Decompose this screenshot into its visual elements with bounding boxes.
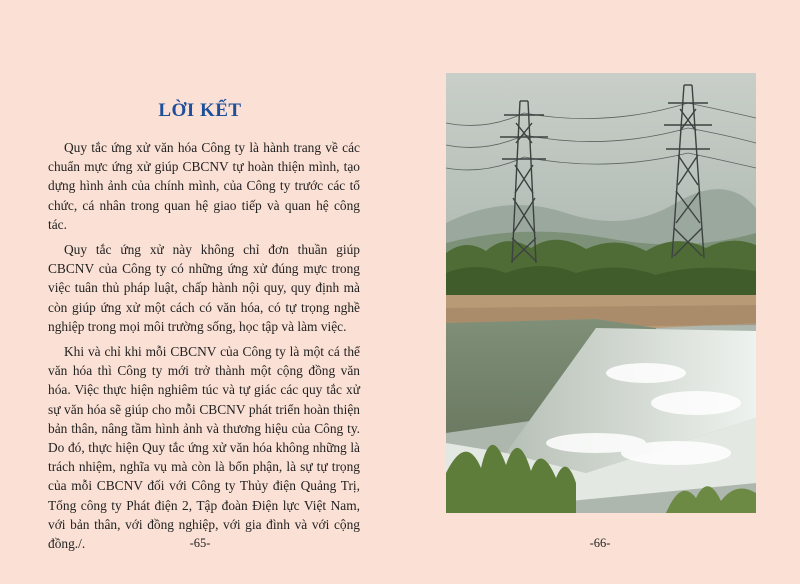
paragraph-2: Quy tắc ứng xử này không chỉ đơn thuần giúp CBCNV của Công ty có những ứng xử đúng mực trong việc tuân thủ pháp luật, chấp hành nội quy, quy định mà còn giúp ứng xử một cách có văn hóa, có tự trọng nghề nghiệp trong mọi môi trường sống, học tập và làm việc.: [48, 242, 360, 334]
power-towers-dam-photo: [446, 73, 756, 513]
paragraph-1: Quy tắc ứng xử văn hóa Công ty là hành trang về các chuẩn mực ứng xử giúp CBCNV tự hoàn thiện mình, tạo dựng hình ảnh của chính mình, của Công ty trước các tổ chức, cá nhân trong quan hệ giao tiếp và quan hệ công tác.: [48, 140, 360, 232]
body-text: [48, 138, 360, 559]
paragraph-3: Khi và chỉ khi mỗi CBCNV của Công ty là một cá thể văn hóa thì Công ty mới trở thành một cộng đồng văn hóa. Việc thực hiện nghiêm túc và tự giác các quy tắc xử sự văn hóa sẽ giúp cho mỗi CBCNV phát triển hoàn thiện bản thân, nâng tầm hình ảnh và thương hiệu của Công ty. Do đó, thực hiện Quy tắc ứng xử văn hóa không những là trách nhiệm, nghĩa vụ mà còn là bổn phận, là sự tự trọng của mỗi CBCNV đối với Công ty Thủy điện Quảng Trị, Tổng công ty Phát điện 2, Tập đoàn Điện lực Việt Nam, với bản thân, với đồng nghiệp, với gia đình và với cộng đồng./.: [48, 344, 360, 552]
page-number-right: -66-: [589, 536, 611, 550]
right-page: [400, 0, 800, 584]
page-title: LỜI KẾT: [158, 100, 242, 121]
page-number-left: -65-: [189, 536, 211, 550]
